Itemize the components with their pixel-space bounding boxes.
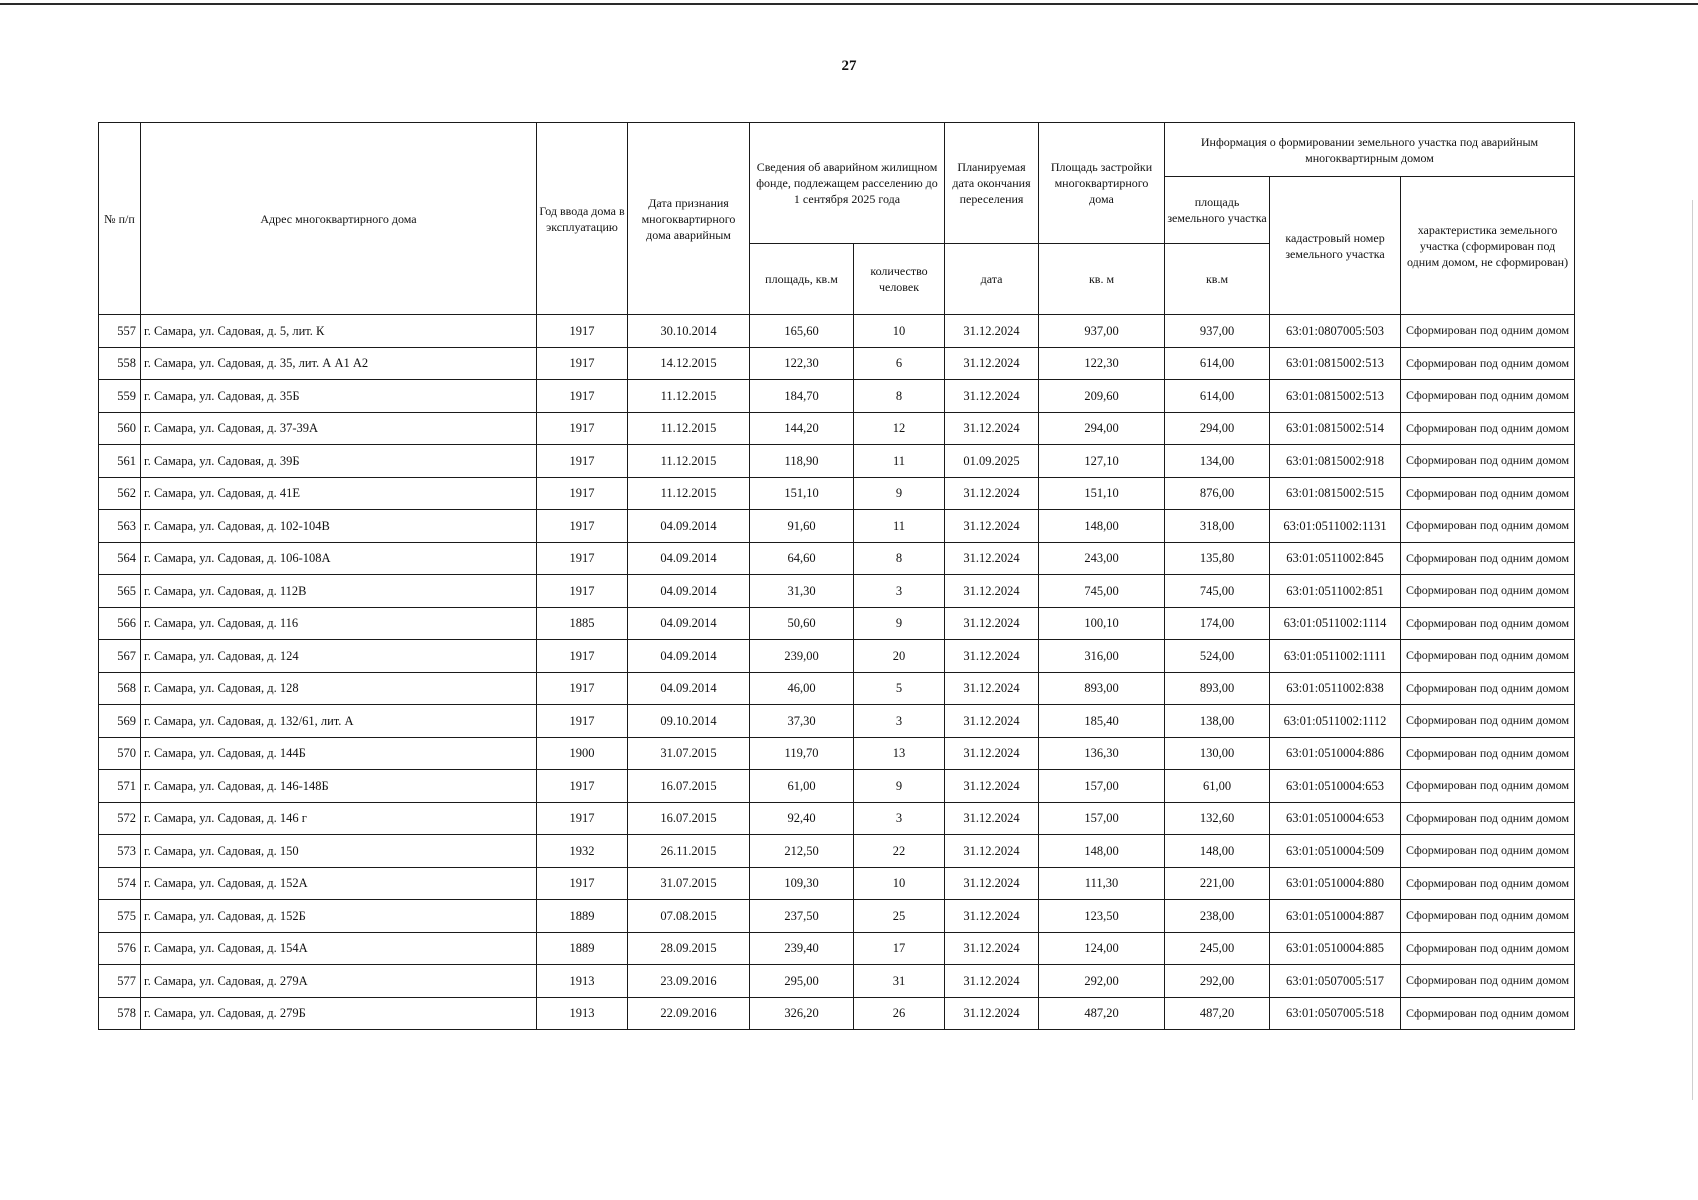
cell-land-char: Сформирован под одним домом — [1401, 835, 1575, 868]
cell-people: 11 — [854, 445, 945, 478]
cell-address: г. Самара, ул. Садовая, д. 152А — [141, 867, 537, 900]
cell-year: 1917 — [537, 640, 628, 673]
cell-cadastral: 63:01:0511002:1114 — [1270, 607, 1401, 640]
cell-land-area: 294,00 — [1165, 412, 1270, 445]
cell-planned-date: 31.12.2024 — [945, 542, 1039, 575]
cell-cadastral: 63:01:0510004:886 — [1270, 737, 1401, 770]
cell-area: 184,70 — [750, 380, 854, 413]
cell-address: г. Самара, ул. Садовая, д. 144Б — [141, 737, 537, 770]
cell-land-char: Сформирован под одним домом — [1401, 997, 1575, 1030]
cell-planned-date: 31.12.2024 — [945, 997, 1039, 1030]
cell-address: г. Самара, ул. Садовая, д. 106-108А — [141, 542, 537, 575]
cell-cadastral: 63:01:0511002:838 — [1270, 672, 1401, 705]
cell-planned-date: 31.12.2024 — [945, 932, 1039, 965]
cell-area: 92,40 — [750, 802, 854, 835]
cell-address: г. Самара, ул. Садовая, д. 124 — [141, 640, 537, 673]
cell-recognition-date: 31.07.2015 — [628, 737, 750, 770]
cell-year: 1917 — [537, 347, 628, 380]
cell-planned-date: 31.12.2024 — [945, 510, 1039, 543]
cell-recognition-date: 28.09.2015 — [628, 932, 750, 965]
cell-planned-date: 31.12.2024 — [945, 802, 1039, 835]
cell-people: 8 — [854, 542, 945, 575]
cell-land-area: 132,60 — [1165, 802, 1270, 835]
cell-recognition-date: 04.09.2014 — [628, 640, 750, 673]
cell-building-area: 745,00 — [1039, 575, 1165, 608]
cell-land-area: 238,00 — [1165, 900, 1270, 933]
cell-cadastral: 63:01:0815002:918 — [1270, 445, 1401, 478]
cell-people: 17 — [854, 932, 945, 965]
cell-address: г. Самара, ул. Садовая, д. 5, лит. К — [141, 315, 537, 348]
cell-people: 3 — [854, 802, 945, 835]
cell-address: г. Самара, ул. Садовая, д. 35, лит. А А1 А2 — [141, 347, 537, 380]
cell-land-char: Сформирован под одним домом — [1401, 640, 1575, 673]
cell-building-area: 185,40 — [1039, 705, 1165, 738]
cell-year: 1917 — [537, 770, 628, 803]
cell-land-area: 135,80 — [1165, 542, 1270, 575]
cell-cadastral: 63:01:0510004:653 — [1270, 802, 1401, 835]
cell-area: 122,30 — [750, 347, 854, 380]
table-body — [99, 315, 1575, 1030]
cell-num: 561 — [99, 445, 141, 478]
cell-area: 50,60 — [750, 607, 854, 640]
cell-year: 1913 — [537, 997, 628, 1030]
cell-num: 557 — [99, 315, 141, 348]
cell-num: 568 — [99, 672, 141, 705]
cell-num: 570 — [99, 737, 141, 770]
cell-planned-date: 31.12.2024 — [945, 867, 1039, 900]
cell-area: 61,00 — [750, 770, 854, 803]
header-people-count: количество человек — [854, 244, 945, 315]
table-row — [99, 802, 1575, 835]
cell-recognition-date: 09.10.2014 — [628, 705, 750, 738]
cell-land-area: 148,00 — [1165, 835, 1270, 868]
cell-land-char: Сформирован под одним домом — [1401, 672, 1575, 705]
cell-year: 1900 — [537, 737, 628, 770]
table-row — [99, 737, 1575, 770]
cell-building-area: 209,60 — [1039, 380, 1165, 413]
cell-people: 31 — [854, 965, 945, 998]
table-row — [99, 542, 1575, 575]
cell-land-area: 61,00 — [1165, 770, 1270, 803]
cell-cadastral: 63:01:0510004:885 — [1270, 932, 1401, 965]
cell-cadastral: 63:01:0815002:513 — [1270, 380, 1401, 413]
table-row — [99, 965, 1575, 998]
cell-address: г. Самара, ул. Садовая, д. 128 — [141, 672, 537, 705]
cell-area: 119,70 — [750, 737, 854, 770]
cell-area: 212,50 — [750, 835, 854, 868]
cell-people: 3 — [854, 575, 945, 608]
cell-cadastral: 63:01:0510004:653 — [1270, 770, 1401, 803]
cell-planned-date: 31.12.2024 — [945, 315, 1039, 348]
cell-land-area: 524,00 — [1165, 640, 1270, 673]
cell-building-area: 294,00 — [1039, 412, 1165, 445]
table-row — [99, 607, 1575, 640]
cell-address: г. Самара, ул. Садовая, д. 132/61, лит. А — [141, 705, 537, 738]
cell-address: г. Самара, ул. Садовая, д. 146 г — [141, 802, 537, 835]
cell-num: 563 — [99, 510, 141, 543]
cell-land-area: 937,00 — [1165, 315, 1270, 348]
cell-cadastral: 63:01:0511002:1131 — [1270, 510, 1401, 543]
cell-area: 31,30 — [750, 575, 854, 608]
cell-planned-date: 31.12.2024 — [945, 965, 1039, 998]
cell-num: 578 — [99, 997, 141, 1030]
cell-year: 1917 — [537, 412, 628, 445]
cell-num: 572 — [99, 802, 141, 835]
cell-address: г. Самара, ул. Садовая, д. 112В — [141, 575, 537, 608]
cell-cadastral: 63:01:0511002:1112 — [1270, 705, 1401, 738]
header-address: Адрес многоквартирного дома — [141, 123, 537, 315]
cell-year: 1913 — [537, 965, 628, 998]
cell-people: 10 — [854, 867, 945, 900]
table-row — [99, 997, 1575, 1030]
cell-num: 569 — [99, 705, 141, 738]
table-row — [99, 412, 1575, 445]
cell-area: 91,60 — [750, 510, 854, 543]
cell-recognition-date: 04.09.2014 — [628, 542, 750, 575]
cell-year: 1917 — [537, 575, 628, 608]
cell-year: 1917 — [537, 705, 628, 738]
header-area-sqm: площадь, кв.м — [750, 244, 854, 315]
cell-building-area: 316,00 — [1039, 640, 1165, 673]
cell-num: 565 — [99, 575, 141, 608]
cell-recognition-date: 14.12.2015 — [628, 347, 750, 380]
cell-year: 1917 — [537, 672, 628, 705]
cell-planned-date: 31.12.2024 — [945, 770, 1039, 803]
cell-building-area: 243,00 — [1039, 542, 1165, 575]
cell-area: 118,90 — [750, 445, 854, 478]
cell-land-area: 130,00 — [1165, 737, 1270, 770]
cell-recognition-date: 04.09.2014 — [628, 575, 750, 608]
scan-edge-line — [1692, 200, 1693, 1100]
cell-year: 1885 — [537, 607, 628, 640]
table-row — [99, 705, 1575, 738]
table-row — [99, 575, 1575, 608]
header-recognition-date: Дата признания многоквартирного дома аварийным — [628, 123, 750, 315]
header-land-area: площадь земельного участка — [1165, 177, 1270, 244]
cell-area: 326,20 — [750, 997, 854, 1030]
cell-year: 1932 — [537, 835, 628, 868]
header-building-area: Площадь застройки многоквартирного дома — [1039, 123, 1165, 244]
cell-address: г. Самара, ул. Садовая, д. 41Е — [141, 477, 537, 510]
cell-num: 558 — [99, 347, 141, 380]
cell-recognition-date: 11.12.2015 — [628, 445, 750, 478]
cell-address: г. Самара, ул. Садовая, д. 39Б — [141, 445, 537, 478]
header-year: Год ввода дома в эксплуатацию — [537, 123, 628, 315]
cell-land-char: Сформирован под одним домом — [1401, 965, 1575, 998]
cell-land-char: Сформирован под одним домом — [1401, 737, 1575, 770]
cell-people: 8 — [854, 380, 945, 413]
cell-land-char: Сформирован под одним домом — [1401, 802, 1575, 835]
cell-recognition-date: 11.12.2015 — [628, 380, 750, 413]
cell-land-area: 745,00 — [1165, 575, 1270, 608]
cell-area: 239,40 — [750, 932, 854, 965]
cell-land-char: Сформирован под одним домом — [1401, 445, 1575, 478]
cell-land-area: 318,00 — [1165, 510, 1270, 543]
cell-cadastral: 63:01:0815002:514 — [1270, 412, 1401, 445]
emergency-housing-table — [98, 122, 1575, 1030]
cell-num: 577 — [99, 965, 141, 998]
cell-cadastral: 63:01:0510004:509 — [1270, 835, 1401, 868]
cell-area: 295,00 — [750, 965, 854, 998]
cell-area: 151,10 — [750, 477, 854, 510]
cell-land-area: 487,20 — [1165, 997, 1270, 1030]
cell-planned-date: 31.12.2024 — [945, 380, 1039, 413]
cell-building-area: 148,00 — [1039, 835, 1165, 868]
cell-land-area: 221,00 — [1165, 867, 1270, 900]
cell-people: 12 — [854, 412, 945, 445]
header-building-unit: кв. м — [1039, 244, 1165, 315]
cell-area: 109,30 — [750, 867, 854, 900]
cell-num: 576 — [99, 932, 141, 965]
table-row — [99, 900, 1575, 933]
page-number: 27 — [841, 58, 857, 74]
cell-land-char: Сформирован под одним домом — [1401, 770, 1575, 803]
cell-land-area: 614,00 — [1165, 380, 1270, 413]
cell-land-char: Сформирован под одним домом — [1401, 932, 1575, 965]
cell-building-area: 292,00 — [1039, 965, 1165, 998]
cell-building-area: 123,50 — [1039, 900, 1165, 933]
cell-recognition-date: 30.10.2014 — [628, 315, 750, 348]
cell-cadastral: 63:01:0815002:513 — [1270, 347, 1401, 380]
cell-people: 6 — [854, 347, 945, 380]
cell-year: 1917 — [537, 510, 628, 543]
cell-planned-date: 31.12.2024 — [945, 575, 1039, 608]
cell-year: 1917 — [537, 542, 628, 575]
cell-land-char: Сформирован под одним домом — [1401, 705, 1575, 738]
cell-year: 1917 — [537, 445, 628, 478]
cell-num: 562 — [99, 477, 141, 510]
cell-address: г. Самара, ул. Садовая, д. 154А — [141, 932, 537, 965]
cell-num: 575 — [99, 900, 141, 933]
cell-cadastral: 63:01:0510004:880 — [1270, 867, 1401, 900]
cell-land-char: Сформирован под одним домом — [1401, 867, 1575, 900]
cell-year: 1917 — [537, 802, 628, 835]
header-land-info: Информация о формировании земельного участка под аварийным многоквартирным домом — [1165, 123, 1575, 177]
cell-num: 574 — [99, 867, 141, 900]
cell-area: 237,50 — [750, 900, 854, 933]
cell-land-area: 292,00 — [1165, 965, 1270, 998]
cell-planned-date: 31.12.2024 — [945, 607, 1039, 640]
cell-num: 573 — [99, 835, 141, 868]
cell-building-area: 487,20 — [1039, 997, 1165, 1030]
cell-land-char: Сформирован под одним домом — [1401, 900, 1575, 933]
cell-people: 20 — [854, 640, 945, 673]
cell-land-char: Сформирован под одним домом — [1401, 575, 1575, 608]
cell-year: 1917 — [537, 380, 628, 413]
cell-building-area: 127,10 — [1039, 445, 1165, 478]
cell-year: 1917 — [537, 867, 628, 900]
cell-address: г. Самара, ул. Садовая, д. 150 — [141, 835, 537, 868]
header-land-char: характеристика земельного участка (сформирован под одним домом, не сформирован) — [1401, 177, 1575, 315]
cell-building-area: 937,00 — [1039, 315, 1165, 348]
header-land-unit: кв.м — [1165, 244, 1270, 315]
cell-people: 9 — [854, 477, 945, 510]
table-row — [99, 867, 1575, 900]
cell-num: 559 — [99, 380, 141, 413]
cell-cadastral: 63:01:0815002:515 — [1270, 477, 1401, 510]
cell-people: 3 — [854, 705, 945, 738]
cell-land-area: 134,00 — [1165, 445, 1270, 478]
table-row — [99, 932, 1575, 965]
table-header — [99, 123, 1575, 315]
cell-building-area: 136,30 — [1039, 737, 1165, 770]
cell-planned-date: 31.12.2024 — [945, 900, 1039, 933]
header-num: № п/п — [99, 123, 141, 315]
header-planned-date: Планируемая дата окончания переселения — [945, 123, 1039, 244]
cell-land-char: Сформирован под одним домом — [1401, 380, 1575, 413]
cell-planned-date: 31.12.2024 — [945, 640, 1039, 673]
cell-cadastral: 63:01:0510004:887 — [1270, 900, 1401, 933]
cell-address: г. Самара, ул. Садовая, д. 146-148Б — [141, 770, 537, 803]
cell-num: 567 — [99, 640, 141, 673]
cell-area: 64,60 — [750, 542, 854, 575]
cell-area: 239,00 — [750, 640, 854, 673]
table-row — [99, 770, 1575, 803]
cell-people: 25 — [854, 900, 945, 933]
table-row — [99, 640, 1575, 673]
cell-recognition-date: 31.07.2015 — [628, 867, 750, 900]
cell-recognition-date: 22.09.2016 — [628, 997, 750, 1030]
cell-cadastral: 63:01:0511002:851 — [1270, 575, 1401, 608]
cell-recognition-date: 16.07.2015 — [628, 770, 750, 803]
cell-recognition-date: 04.09.2014 — [628, 672, 750, 705]
cell-building-area: 157,00 — [1039, 770, 1165, 803]
cell-people: 10 — [854, 315, 945, 348]
cell-area: 46,00 — [750, 672, 854, 705]
cell-recognition-date: 11.12.2015 — [628, 412, 750, 445]
cell-address: г. Самара, ул. Садовая, д. 279Б — [141, 997, 537, 1030]
cell-land-char: Сформирован под одним домом — [1401, 347, 1575, 380]
cell-building-area: 893,00 — [1039, 672, 1165, 705]
cell-num: 571 — [99, 770, 141, 803]
cell-land-area: 893,00 — [1165, 672, 1270, 705]
cell-building-area: 157,00 — [1039, 802, 1165, 835]
header-date-unit: дата — [945, 244, 1039, 315]
cell-cadastral: 63:01:0511002:845 — [1270, 542, 1401, 575]
table-row — [99, 672, 1575, 705]
cell-planned-date: 31.12.2024 — [945, 672, 1039, 705]
cell-recognition-date: 04.09.2014 — [628, 607, 750, 640]
cell-recognition-date: 07.08.2015 — [628, 900, 750, 933]
cell-recognition-date: 04.09.2014 — [628, 510, 750, 543]
cell-address: г. Самара, ул. Садовая, д. 116 — [141, 607, 537, 640]
cell-year: 1917 — [537, 315, 628, 348]
cell-planned-date: 31.12.2024 — [945, 705, 1039, 738]
cell-people: 13 — [854, 737, 945, 770]
cell-year: 1889 — [537, 932, 628, 965]
cell-people: 22 — [854, 835, 945, 868]
cell-land-area: 245,00 — [1165, 932, 1270, 965]
cell-people: 5 — [854, 672, 945, 705]
cell-planned-date: 31.12.2024 — [945, 737, 1039, 770]
cell-cadastral: 63:01:0511002:1111 — [1270, 640, 1401, 673]
cell-cadastral: 63:01:0507005:517 — [1270, 965, 1401, 998]
cell-land-area: 174,00 — [1165, 607, 1270, 640]
cell-address: г. Самара, ул. Садовая, д. 102-104В — [141, 510, 537, 543]
cell-planned-date: 01.09.2025 — [945, 445, 1039, 478]
cell-year: 1889 — [537, 900, 628, 933]
cell-recognition-date: 26.11.2015 — [628, 835, 750, 868]
table-row — [99, 380, 1575, 413]
cell-land-area: 876,00 — [1165, 477, 1270, 510]
cell-address: г. Самара, ул. Садовая, д. 37-39А — [141, 412, 537, 445]
cell-recognition-date: 11.12.2015 — [628, 477, 750, 510]
cell-land-area: 614,00 — [1165, 347, 1270, 380]
header-fund-info: Сведения об аварийном жилищном фонде, подлежащем расселению до 1 сентября 2025 года — [750, 123, 945, 244]
cell-recognition-date: 16.07.2015 — [628, 802, 750, 835]
cell-building-area: 148,00 — [1039, 510, 1165, 543]
scan-top-line — [0, 3, 1698, 5]
cell-cadastral: 63:01:0507005:518 — [1270, 997, 1401, 1030]
cell-area: 37,30 — [750, 705, 854, 738]
cell-num: 564 — [99, 542, 141, 575]
cell-year: 1917 — [537, 477, 628, 510]
table-row — [99, 477, 1575, 510]
cell-land-char: Сформирован под одним домом — [1401, 412, 1575, 445]
cell-land-char: Сформирован под одним домом — [1401, 542, 1575, 575]
cell-building-area: 151,10 — [1039, 477, 1165, 510]
cell-area: 144,20 — [750, 412, 854, 445]
header-cadastral: кадастровый номер земельного участка — [1270, 177, 1401, 315]
cell-land-char: Сформирован под одним домом — [1401, 477, 1575, 510]
cell-building-area: 100,10 — [1039, 607, 1165, 640]
table-row — [99, 445, 1575, 478]
cell-land-char: Сформирован под одним домом — [1401, 315, 1575, 348]
cell-people: 26 — [854, 997, 945, 1030]
table-row — [99, 315, 1575, 348]
cell-address: г. Самара, ул. Садовая, д. 152Б — [141, 900, 537, 933]
cell-area: 165,60 — [750, 315, 854, 348]
cell-building-area: 124,00 — [1039, 932, 1165, 965]
cell-planned-date: 31.12.2024 — [945, 412, 1039, 445]
cell-people: 11 — [854, 510, 945, 543]
cell-land-char: Сформирован под одним домом — [1401, 510, 1575, 543]
table-row — [99, 835, 1575, 868]
cell-building-area: 111,30 — [1039, 867, 1165, 900]
cell-address: г. Самара, ул. Садовая, д. 279А — [141, 965, 537, 998]
cell-land-area: 138,00 — [1165, 705, 1270, 738]
cell-people: 9 — [854, 607, 945, 640]
cell-num: 566 — [99, 607, 141, 640]
table-row — [99, 347, 1575, 380]
cell-recognition-date: 23.09.2016 — [628, 965, 750, 998]
cell-address: г. Самара, ул. Садовая, д. 35Б — [141, 380, 537, 413]
cell-planned-date: 31.12.2024 — [945, 477, 1039, 510]
table-row — [99, 510, 1575, 543]
cell-land-char: Сформирован под одним домом — [1401, 607, 1575, 640]
cell-people: 9 — [854, 770, 945, 803]
cell-cadastral: 63:01:0807005:503 — [1270, 315, 1401, 348]
cell-planned-date: 31.12.2024 — [945, 347, 1039, 380]
cell-num: 560 — [99, 412, 141, 445]
cell-planned-date: 31.12.2024 — [945, 835, 1039, 868]
cell-building-area: 122,30 — [1039, 347, 1165, 380]
